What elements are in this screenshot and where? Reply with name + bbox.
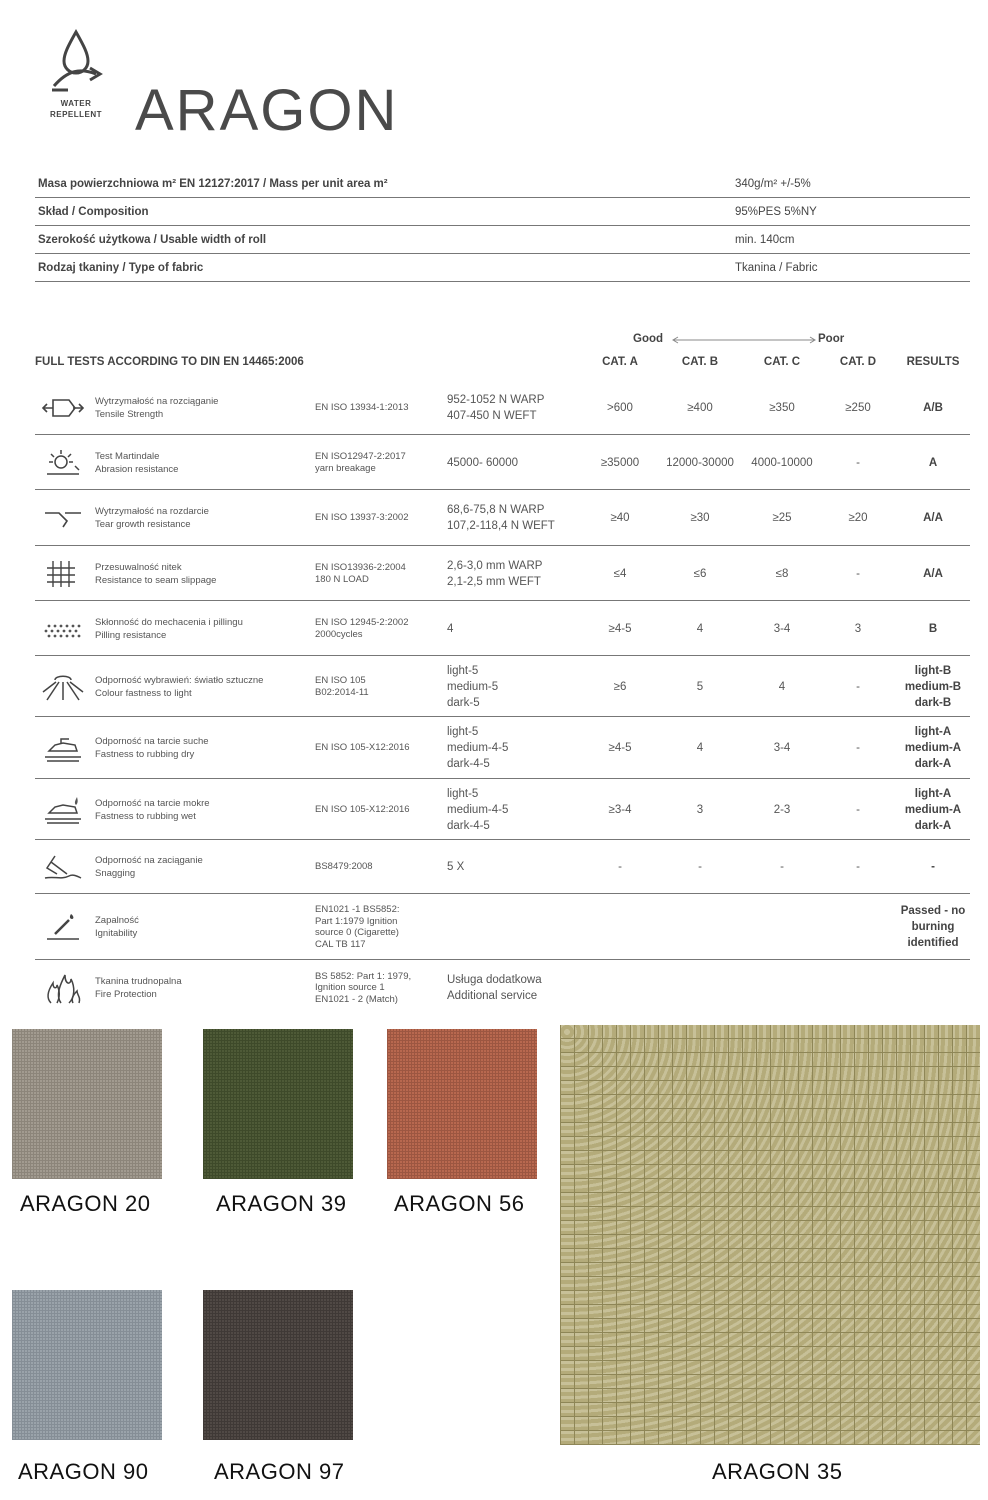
spec-table bbox=[35, 170, 970, 282]
test-standard-line-lines bbox=[315, 971, 411, 1006]
test-cat-a bbox=[580, 961, 660, 1015]
test-rating-line: Passed - no bbox=[900, 905, 966, 917]
test-cat-d bbox=[818, 961, 898, 1015]
test-cat-c: 4000-10000 bbox=[751, 456, 813, 469]
test-icon-cell bbox=[35, 780, 90, 839]
test-rating-line-lines bbox=[929, 455, 937, 471]
quality-scale bbox=[633, 333, 853, 347]
test-name-lines bbox=[95, 975, 182, 1001]
test-cat-c bbox=[742, 895, 822, 959]
test-result-line: 2,1-2,5 mm WEFT bbox=[447, 575, 541, 588]
water-drop-icon bbox=[44, 28, 108, 94]
test-cat-a: ≤4 bbox=[613, 567, 627, 580]
test-name-en: Tensile Strength bbox=[95, 408, 164, 420]
test-standard-line: 2000cycles bbox=[315, 628, 363, 640]
test-name bbox=[95, 961, 310, 1015]
test-name-lines bbox=[95, 561, 216, 587]
test-name bbox=[95, 657, 310, 716]
test-rating bbox=[893, 780, 973, 839]
test-result-line: 45000- 60000 bbox=[447, 456, 518, 469]
seam-slippage-icon bbox=[41, 559, 85, 589]
test-standard-line: source 0 (Cigarette) bbox=[315, 927, 399, 938]
light-fastness-icon bbox=[41, 672, 85, 702]
test-result-line-lines bbox=[447, 455, 518, 471]
test-icon-cell bbox=[35, 718, 90, 778]
test-cat-c bbox=[742, 961, 822, 1015]
test-name-en: Colour fastness to light bbox=[95, 687, 192, 699]
test-standard bbox=[315, 895, 440, 959]
swatch-label: ARAGON 56 bbox=[394, 1191, 525, 1216]
test-cat-d: - bbox=[856, 742, 860, 754]
test-standard-line-lines bbox=[315, 742, 410, 754]
test-icon-cell bbox=[35, 602, 90, 655]
test-standard-line-lines bbox=[315, 904, 400, 950]
test-name-pl: Test Martindale bbox=[95, 450, 160, 462]
test-result bbox=[447, 718, 592, 778]
test-rating-line: medium-A bbox=[904, 803, 962, 816]
scale-good-label: Good bbox=[633, 333, 664, 345]
test-cat-c: - bbox=[780, 861, 784, 873]
test-result-line: 407-450 N WEFT bbox=[447, 409, 537, 422]
col-header-cat-d: CAT. D bbox=[839, 356, 877, 368]
test-cat-c: 3-4 bbox=[773, 622, 791, 635]
rubbing-wet-icon bbox=[41, 795, 85, 825]
test-name-pl: Wytrzymałość na rozciąganie bbox=[95, 395, 219, 407]
test-standard-line-lines bbox=[315, 402, 408, 414]
test-standard-line-lines bbox=[315, 861, 373, 873]
test-rating bbox=[893, 961, 973, 1015]
test-result bbox=[447, 895, 592, 959]
swatch-label: ARAGON 97 bbox=[214, 1459, 345, 1484]
rubbing-dry-icon bbox=[41, 733, 85, 763]
test-rating-line: identified bbox=[907, 937, 959, 949]
test-cat-d: ≥20 bbox=[848, 512, 868, 524]
test-result-line: light-5 bbox=[447, 726, 479, 738]
test-name bbox=[95, 780, 310, 839]
spec-value: 95%PES 5%NY bbox=[735, 206, 817, 218]
test-standard-line: EN ISO 13937-3:2002 bbox=[315, 512, 409, 524]
test-standard bbox=[315, 718, 440, 778]
test-result-line: light-5 bbox=[447, 664, 479, 677]
test-row bbox=[35, 895, 970, 960]
test-result-line: dark-4-5 bbox=[447, 819, 490, 832]
test-result-line: dark-5 bbox=[447, 696, 480, 709]
test-result-line: Usługa dodatkowa bbox=[447, 974, 542, 986]
test-rating-line: B bbox=[928, 622, 938, 635]
test-standard bbox=[315, 961, 440, 1015]
swatch-label: ARAGON 20 bbox=[20, 1191, 151, 1216]
test-standard-line: EN ISO 105-X12:2016 bbox=[315, 742, 410, 754]
test-cat-a: ≥4-5 bbox=[608, 622, 632, 635]
test-result-line: light-5 bbox=[447, 787, 479, 800]
test-cat-b: ≥400 bbox=[687, 401, 713, 414]
test-cat-a: ≥6 bbox=[613, 680, 627, 693]
test-row bbox=[35, 961, 970, 1015]
test-result bbox=[447, 961, 592, 1015]
test-rating-line-lines bbox=[923, 400, 943, 416]
spec-row bbox=[35, 254, 970, 282]
test-icon-cell bbox=[35, 491, 90, 545]
test-rating bbox=[893, 381, 973, 434]
test-rating-line: dark-A bbox=[914, 758, 952, 770]
test-standard-line-lines bbox=[315, 562, 406, 585]
col-header-cat-c: CAT. C bbox=[763, 356, 801, 368]
test-result-line-lines bbox=[447, 663, 498, 711]
test-cat-d: - bbox=[856, 803, 860, 816]
test-standard-line: EN ISO 12945-2:2002 bbox=[315, 617, 409, 628]
test-result bbox=[447, 491, 592, 545]
product-title: ARAGON bbox=[135, 78, 399, 143]
test-name-en: Snagging bbox=[95, 868, 136, 879]
test-rating bbox=[893, 657, 973, 716]
test-row bbox=[35, 657, 970, 717]
test-standard-line: EN ISO 13934-1:2013 bbox=[315, 401, 409, 413]
test-icon-cell bbox=[35, 436, 90, 489]
test-rating-line-lines bbox=[923, 510, 943, 526]
test-cat-d: 3 bbox=[854, 622, 862, 635]
test-standard-line: yarn breakage bbox=[315, 462, 376, 474]
fabric-swatch bbox=[12, 1029, 162, 1179]
test-standard bbox=[315, 841, 440, 893]
test-rating-line: A/A bbox=[923, 512, 943, 524]
test-name-lines bbox=[95, 735, 209, 761]
test-name-pl: Tkanina trudnopalna bbox=[95, 976, 182, 987]
test-rating-line: dark-A bbox=[914, 819, 952, 832]
test-icon-cell bbox=[35, 841, 90, 893]
water-repellent-logo bbox=[40, 28, 112, 120]
fabric-swatch bbox=[560, 1025, 980, 1445]
test-rating-line-lines bbox=[929, 621, 937, 637]
test-cat-a: - bbox=[618, 861, 622, 873]
test-result-line: medium-5 bbox=[447, 680, 499, 693]
spec-label: Rodzaj tkaniny / Type of fabric bbox=[38, 262, 204, 274]
spec-label: Skład / Composition bbox=[38, 206, 149, 218]
spec-label: Masa powierzchniowa m² EN 12127:2017 / Mass per unit area m² bbox=[38, 178, 388, 190]
test-name-lines bbox=[95, 395, 218, 421]
swatch-label: ARAGON 35 bbox=[712, 1459, 843, 1484]
test-name-lines bbox=[95, 797, 210, 823]
test-result-line-lines bbox=[447, 972, 542, 1004]
test-row bbox=[35, 381, 970, 435]
test-icon-cell bbox=[35, 381, 90, 434]
test-standard-line: B02:2014-11 bbox=[315, 686, 369, 698]
test-rating bbox=[893, 547, 973, 600]
test-result-line-lines bbox=[447, 786, 508, 834]
fabric-swatch bbox=[203, 1029, 353, 1179]
test-standard-line: 180 N LOAD bbox=[315, 573, 369, 585]
test-name-pl: Wytrzymałość na rozdarcie bbox=[95, 506, 209, 517]
test-result bbox=[447, 841, 592, 893]
spec-row bbox=[35, 226, 970, 254]
spec-row bbox=[35, 170, 970, 198]
test-result-line-lines bbox=[447, 621, 453, 637]
test-cat-d bbox=[818, 895, 898, 959]
martindale-icon bbox=[41, 448, 85, 478]
test-name-lines bbox=[95, 450, 178, 476]
test-standard-line: EN1021 -1 BS5852: bbox=[315, 904, 400, 915]
test-cat-a: ≥4-5 bbox=[608, 742, 632, 754]
test-name-en: Abrasion resistance bbox=[95, 463, 179, 475]
test-name-pl: Odporność na tarcie mokre bbox=[95, 797, 210, 809]
test-cat-c: ≥25 bbox=[772, 512, 792, 524]
test-name bbox=[95, 381, 310, 434]
test-name-en: Ignitability bbox=[95, 928, 138, 939]
test-name bbox=[95, 895, 310, 959]
scale-poor-label: Poor bbox=[818, 333, 845, 345]
test-rating-line: - bbox=[931, 861, 935, 873]
test-result-line: medium-4-5 bbox=[447, 803, 509, 816]
snagging-icon bbox=[41, 852, 85, 882]
test-name-en: Fastness to rubbing dry bbox=[95, 749, 195, 760]
test-standard-line-lines bbox=[315, 617, 408, 640]
fabric-swatch bbox=[12, 1290, 162, 1440]
test-result bbox=[447, 602, 592, 655]
test-standard-line-lines bbox=[315, 512, 408, 524]
tear-icon bbox=[41, 503, 85, 533]
spec-value: min. 140cm bbox=[735, 234, 795, 246]
test-cat-d: - bbox=[856, 567, 860, 580]
test-rating-line-lines bbox=[905, 786, 961, 834]
test-name-pl: Skłonność do mechacenia i pillingu bbox=[95, 616, 243, 628]
test-cat-c: ≥350 bbox=[769, 401, 795, 414]
fabric-swatch bbox=[387, 1029, 537, 1179]
test-cat-b: 3 bbox=[696, 803, 704, 816]
test-cat-b: 4 bbox=[696, 742, 704, 754]
test-standard-line-lines bbox=[315, 804, 410, 816]
tests-title: FULL TESTS ACCORDING TO DIN EN 14465:2006 bbox=[35, 356, 304, 368]
test-standard-line: EN ISO12947-2:2017 bbox=[315, 451, 406, 462]
test-name-en: Tear growth resistance bbox=[95, 519, 191, 530]
test-name-lines bbox=[95, 674, 263, 700]
test-row bbox=[35, 547, 970, 601]
test-cat-b: 4 bbox=[696, 622, 704, 635]
test-cat-b: ≤6 bbox=[693, 567, 707, 580]
test-rating-line: A bbox=[928, 456, 938, 469]
test-name-lines bbox=[95, 854, 203, 880]
test-name-pl: Zapalność bbox=[95, 915, 139, 926]
test-cat-b: ≥30 bbox=[690, 512, 710, 524]
test-result-line: dark-4-5 bbox=[447, 758, 490, 770]
test-name-pl: Odporność na tarcie suche bbox=[95, 736, 209, 747]
test-cat-a bbox=[580, 895, 660, 959]
test-result-line-lines bbox=[447, 502, 555, 534]
logo-line-1: WATER bbox=[60, 99, 92, 108]
test-rating bbox=[893, 718, 973, 778]
test-rating bbox=[893, 895, 973, 959]
test-result-line-lines bbox=[447, 859, 464, 875]
test-cat-d: - bbox=[856, 456, 860, 469]
test-rating-line: medium-B bbox=[904, 680, 962, 693]
fire-icon bbox=[41, 971, 85, 1005]
test-cat-d: - bbox=[856, 680, 860, 693]
test-standard-line-lines bbox=[315, 675, 369, 698]
spec-value: 340g/m² +/-5% bbox=[735, 178, 811, 190]
test-result-line: 5 X bbox=[447, 861, 465, 873]
test-result bbox=[447, 657, 592, 716]
col-header-results: RESULTS bbox=[906, 356, 960, 368]
test-standard-line-lines bbox=[315, 451, 406, 474]
test-result bbox=[447, 547, 592, 600]
test-result bbox=[447, 780, 592, 839]
spec-value: Tkanina / Fabric bbox=[735, 262, 818, 274]
test-rating bbox=[893, 602, 973, 655]
test-name-pl: Odporność wybrawień: światło sztuczne bbox=[95, 674, 264, 686]
test-standard-line: BS 5852: Part 1: 1979, bbox=[315, 970, 412, 982]
test-result-line-lines bbox=[447, 558, 542, 590]
test-name-pl: Odporność na zaciąganie bbox=[95, 855, 203, 866]
test-result-line: 952-1052 N WARP bbox=[447, 393, 545, 406]
fabric-swatch bbox=[203, 1290, 353, 1440]
test-result bbox=[447, 436, 592, 489]
test-name bbox=[95, 547, 310, 600]
test-row bbox=[35, 491, 970, 546]
test-cat-b bbox=[660, 961, 740, 1015]
test-name-en: Fire Protection bbox=[95, 989, 157, 1000]
test-name-lines bbox=[95, 616, 243, 642]
test-icon-cell bbox=[35, 547, 90, 600]
test-row bbox=[35, 436, 970, 490]
test-name bbox=[95, 491, 310, 545]
test-rating bbox=[893, 436, 973, 489]
test-icon-cell bbox=[35, 961, 90, 1015]
test-rating-line: burning bbox=[911, 921, 955, 933]
test-rating-line: A/B bbox=[923, 401, 943, 414]
test-rating-line-lines bbox=[931, 859, 935, 875]
test-cat-d: ≥250 bbox=[845, 401, 871, 414]
test-standard bbox=[315, 436, 440, 489]
test-row bbox=[35, 718, 970, 779]
test-standard bbox=[315, 657, 440, 716]
test-icon-cell bbox=[35, 895, 90, 959]
test-rating-line: A/A bbox=[923, 567, 943, 580]
test-result-line: 4 bbox=[447, 622, 454, 635]
test-result-line: 107,2-118,4 N WEFT bbox=[447, 520, 555, 532]
double-arrow-icon bbox=[671, 336, 817, 344]
spec-row bbox=[35, 198, 970, 226]
test-cat-a: ≥35000 bbox=[600, 456, 640, 469]
test-result-line: 68,6-75,8 N WARP bbox=[447, 504, 545, 516]
test-icon-cell bbox=[35, 657, 90, 716]
test-rating-line: light-A bbox=[914, 787, 952, 800]
test-rating-line: dark-B bbox=[914, 696, 952, 709]
test-name bbox=[95, 602, 310, 655]
test-name-en: Fastness to rubbing wet bbox=[95, 810, 196, 822]
test-standard-line: BS8479:2008 bbox=[315, 861, 373, 873]
test-name-en: Resistance to seam slippage bbox=[95, 574, 217, 586]
test-cat-a: ≥3-4 bbox=[608, 803, 632, 816]
test-standard-line: Part 1:1979 Ignition bbox=[315, 915, 398, 927]
test-rating-line: medium-A bbox=[904, 742, 962, 754]
test-rating-line-lines bbox=[905, 663, 961, 711]
swatch-label: ARAGON 90 bbox=[18, 1459, 149, 1484]
test-row bbox=[35, 841, 970, 894]
test-cat-b bbox=[660, 895, 740, 959]
test-cat-c: 2-3 bbox=[773, 803, 791, 816]
test-name-lines bbox=[95, 914, 139, 940]
test-cat-c: 3-4 bbox=[773, 742, 791, 754]
test-standard-line: EN ISO13936-2:2004 bbox=[315, 562, 406, 573]
test-rating-line-lines bbox=[901, 903, 966, 951]
test-standard-line: Ignition source 1 bbox=[315, 982, 385, 994]
test-cat-b: - bbox=[698, 861, 702, 873]
ignitability-icon bbox=[41, 912, 85, 942]
test-result-line: medium-4-5 bbox=[447, 742, 509, 754]
test-cat-c: 4 bbox=[778, 680, 786, 693]
tensile-icon bbox=[41, 393, 85, 423]
test-result-line: 2,6-3,0 mm WARP bbox=[447, 559, 543, 572]
test-standard-line: EN ISO 105-X12:2016 bbox=[315, 803, 410, 815]
test-standard bbox=[315, 491, 440, 545]
test-name bbox=[95, 718, 310, 778]
logo-line-2: REPELLENT bbox=[49, 110, 103, 119]
test-name bbox=[95, 841, 310, 893]
test-name-en: Pilling resistance bbox=[95, 629, 167, 641]
test-cat-a: >600 bbox=[607, 401, 633, 414]
test-rating-line: light-B bbox=[914, 664, 952, 677]
test-row bbox=[35, 780, 970, 840]
test-standard bbox=[315, 547, 440, 600]
test-name-pl: Przesuwalność nitek bbox=[95, 561, 182, 573]
test-result-line-lines bbox=[447, 392, 544, 424]
test-standard-line: EN ISO 105 bbox=[315, 675, 366, 686]
col-header-cat-a: CAT. A bbox=[602, 356, 638, 368]
test-cat-a: ≥40 bbox=[610, 512, 630, 524]
test-standard bbox=[315, 602, 440, 655]
test-name-lines bbox=[95, 505, 209, 531]
test-rating-line-lines bbox=[923, 566, 943, 582]
test-rating bbox=[893, 491, 973, 545]
test-rating bbox=[893, 841, 973, 893]
test-cat-b: 12000-30000 bbox=[666, 456, 734, 469]
test-rating-line-lines bbox=[905, 724, 961, 772]
test-standard-line: CAL TB 117 bbox=[315, 938, 366, 950]
test-result bbox=[447, 381, 592, 434]
test-standard-line: EN1021 - 2 (Match) bbox=[315, 993, 398, 1005]
test-standard bbox=[315, 381, 440, 434]
test-standard bbox=[315, 780, 440, 839]
pilling-icon bbox=[41, 614, 85, 644]
test-row bbox=[35, 602, 970, 656]
test-name bbox=[95, 436, 310, 489]
test-result-line: Additional service bbox=[447, 990, 538, 1002]
col-header-cat-b: CAT. B bbox=[681, 356, 719, 368]
test-cat-b: 5 bbox=[696, 680, 704, 693]
test-cat-c: ≤8 bbox=[775, 567, 789, 580]
test-rating-line: light-A bbox=[914, 726, 952, 738]
test-cat-d: - bbox=[856, 861, 860, 873]
test-result-line-lines bbox=[447, 724, 508, 772]
spec-label: Szerokość użytkowa / Usable width of roll bbox=[38, 234, 267, 246]
swatch-label: ARAGON 39 bbox=[216, 1191, 347, 1216]
